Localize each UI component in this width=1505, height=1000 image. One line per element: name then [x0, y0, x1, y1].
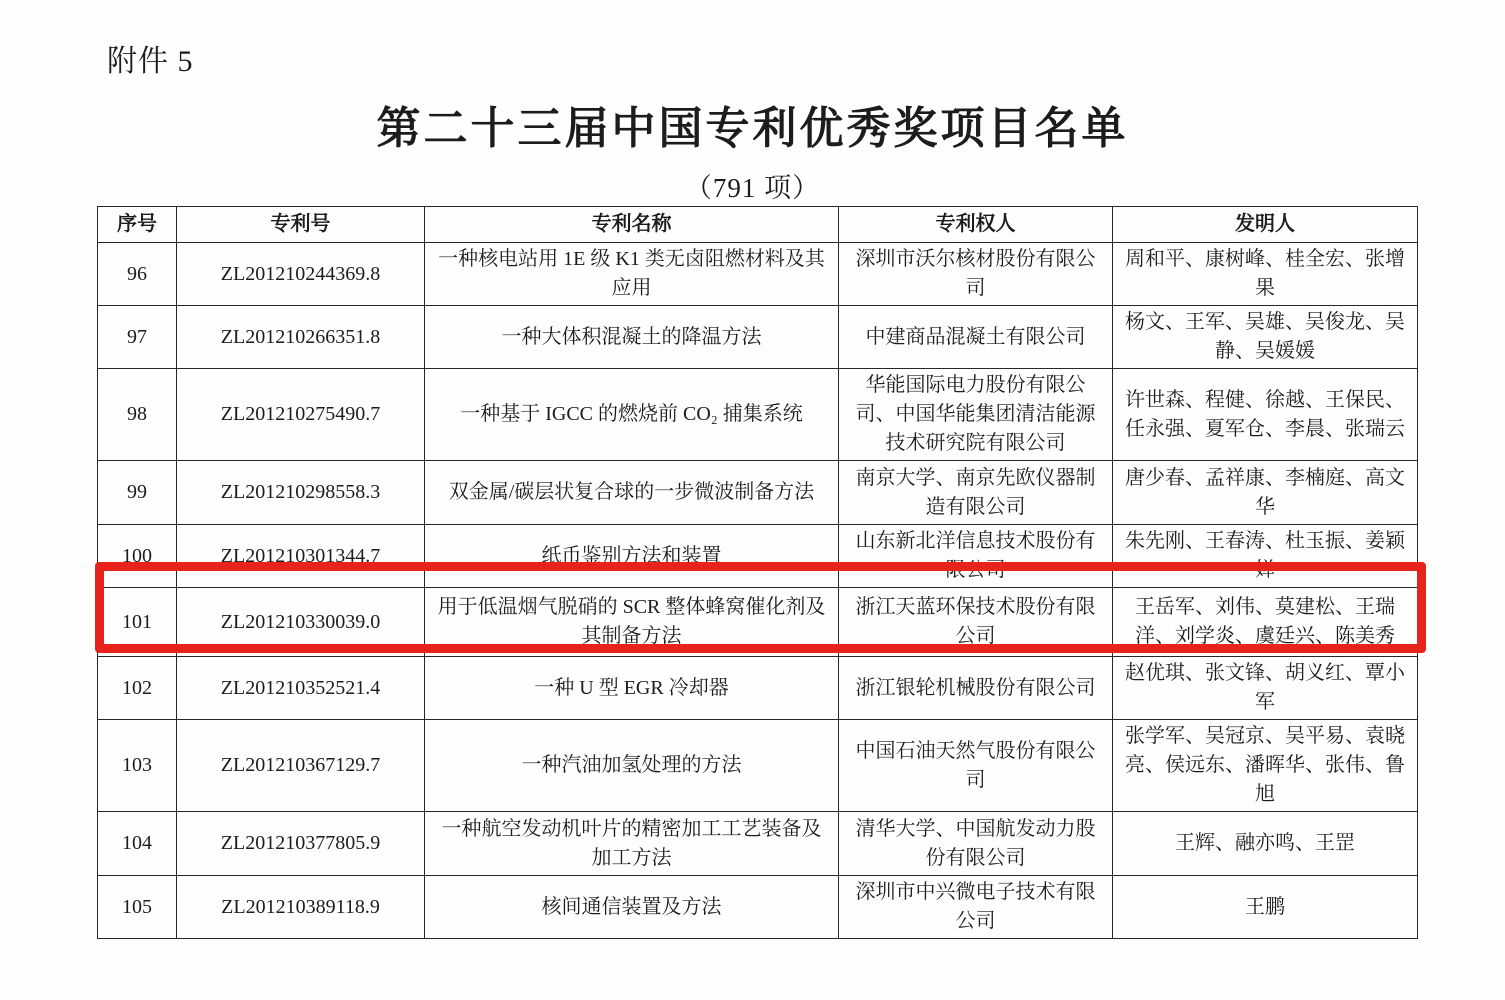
header-patent-name: 专利名称 [425, 207, 839, 243]
cell-inventors: 唐少春、孟祥康、李楠庭、高文华 [1113, 461, 1418, 525]
header-inventors: 发明人 [1113, 207, 1418, 243]
cell-inventors: 朱先刚、王春涛、杜玉振、姜颖婵 [1113, 525, 1418, 588]
cell-patent-name: 用于低温烟气脱硝的 SCR 整体蜂窝催化剂及其制备方法 [425, 588, 839, 657]
cell-patent-name: 一种 U 型 EGR 冷却器 [425, 657, 839, 720]
cell-patentee: 浙江银轮机械股份有限公司 [839, 657, 1113, 720]
cell-patentee: 浙江天蓝环保技术股份有限公司 [839, 588, 1113, 657]
table-row [98, 306, 1418, 369]
cell-serial: 96 [98, 243, 177, 306]
cell-serial: 101 [98, 588, 177, 657]
page-title: 第二十三届中国专利优秀奖项目名单 [376, 104, 1129, 153]
cell-serial: 104 [98, 812, 177, 876]
cell-patent-name: 双金属/碳层状复合球的一步微波制备方法 [425, 461, 839, 525]
cell-inventors: 周和平、康树峰、桂全宏、张增果 [1113, 243, 1418, 306]
cell-patent-number: ZL201210352521.4 [177, 657, 425, 720]
cell-patentee: 南京大学、南京先欧仪器制造有限公司 [839, 461, 1113, 525]
cell-serial: 98 [98, 369, 177, 461]
cell-patent-name: 纸币鉴别方法和装置 [425, 525, 839, 588]
cell-serial: 99 [98, 461, 177, 525]
cell-patent-number: ZL201210330039.0 [177, 588, 425, 657]
table-header-row [98, 207, 1418, 243]
cell-patent-name: 一种汽油加氢处理的方法 [425, 720, 839, 812]
cell-inventors: 王岳军、刘伟、莫建松、王瑞洋、刘学炎、虞廷兴、陈美秀 [1113, 588, 1418, 657]
cell-serial: 103 [98, 720, 177, 812]
header-patent-number: 专利号 [177, 207, 425, 243]
cell-patent-number: ZL201210298558.3 [177, 461, 425, 525]
cell-patent-number: ZL201210301344.7 [177, 525, 425, 588]
cell-patent-number: ZL201210244369.8 [177, 243, 425, 306]
cell-inventors: 赵优琪、张文锋、胡义红、覃小军 [1113, 657, 1418, 720]
table-row [98, 525, 1418, 588]
cell-patent-name: 核间通信装置及方法 [425, 876, 839, 939]
table-row [98, 369, 1418, 461]
cell-patentee: 中建商品混凝土有限公司 [839, 306, 1113, 369]
cell-patent-number: ZL201210377805.9 [177, 812, 425, 876]
header-serial: 序号 [98, 207, 177, 243]
cell-patentee: 清华大学、中国航发动力股份有限公司 [839, 812, 1113, 876]
cell-serial: 100 [98, 525, 177, 588]
patent-award-table [97, 206, 1418, 939]
cell-inventors: 王鹏 [1113, 876, 1418, 939]
cell-patentee: 华能国际电力股份有限公司、中国华能集团清洁能源技术研究院有限公司 [839, 369, 1113, 461]
table-row [98, 812, 1418, 876]
cell-patent-number: ZL201210275490.7 [177, 369, 425, 461]
cell-patent-name: 一种基于 IGCC 的燃烧前 CO₂ 捕集系统 [425, 369, 839, 461]
cell-serial: 97 [98, 306, 177, 369]
cell-patent-name: 一种大体积混凝土的降温方法 [425, 306, 839, 369]
cell-patent-number: ZL201210389118.9 [177, 876, 425, 939]
cell-patent-name: 一种核电站用 1E 级 K1 类无卤阻燃材料及其应用 [425, 243, 839, 306]
table-row-highlighted [98, 588, 1418, 657]
cell-patentee: 山东新北洋信息技术股份有限公司 [839, 525, 1113, 588]
table-row [98, 461, 1418, 525]
cell-patentee: 深圳市中兴微电子技术有限公司 [839, 876, 1113, 939]
attachment-label: 附件 5 [107, 45, 194, 78]
project-count: （791 项） [684, 173, 821, 203]
cell-inventors: 张学军、吴冠京、吴平易、袁晓亮、侯远东、潘晖华、张伟、鲁旭 [1113, 720, 1418, 812]
cell-patent-name: 一种航空发动机叶片的精密加工工艺装备及加工方法 [425, 812, 839, 876]
table-row [98, 657, 1418, 720]
cell-serial: 102 [98, 657, 177, 720]
cell-patent-number: ZL201210266351.8 [177, 306, 425, 369]
cell-patent-number: ZL201210367129.7 [177, 720, 425, 812]
cell-inventors: 许世森、程健、徐越、王保民、任永强、夏军仓、李晨、张瑞云 [1113, 369, 1418, 461]
cell-inventors: 杨文、王军、吴雄、吴俊龙、吴静、吴媛媛 [1113, 306, 1418, 369]
cell-inventors: 王辉、融亦鸣、王罡 [1113, 812, 1418, 876]
header-patentee: 专利权人 [839, 207, 1113, 243]
table-row [98, 876, 1418, 939]
table-row [98, 720, 1418, 812]
cell-patentee: 中国石油天然气股份有限公司 [839, 720, 1113, 812]
table-row [98, 243, 1418, 306]
cell-patentee: 深圳市沃尔核材股份有限公司 [839, 243, 1113, 306]
cell-serial: 105 [98, 876, 177, 939]
